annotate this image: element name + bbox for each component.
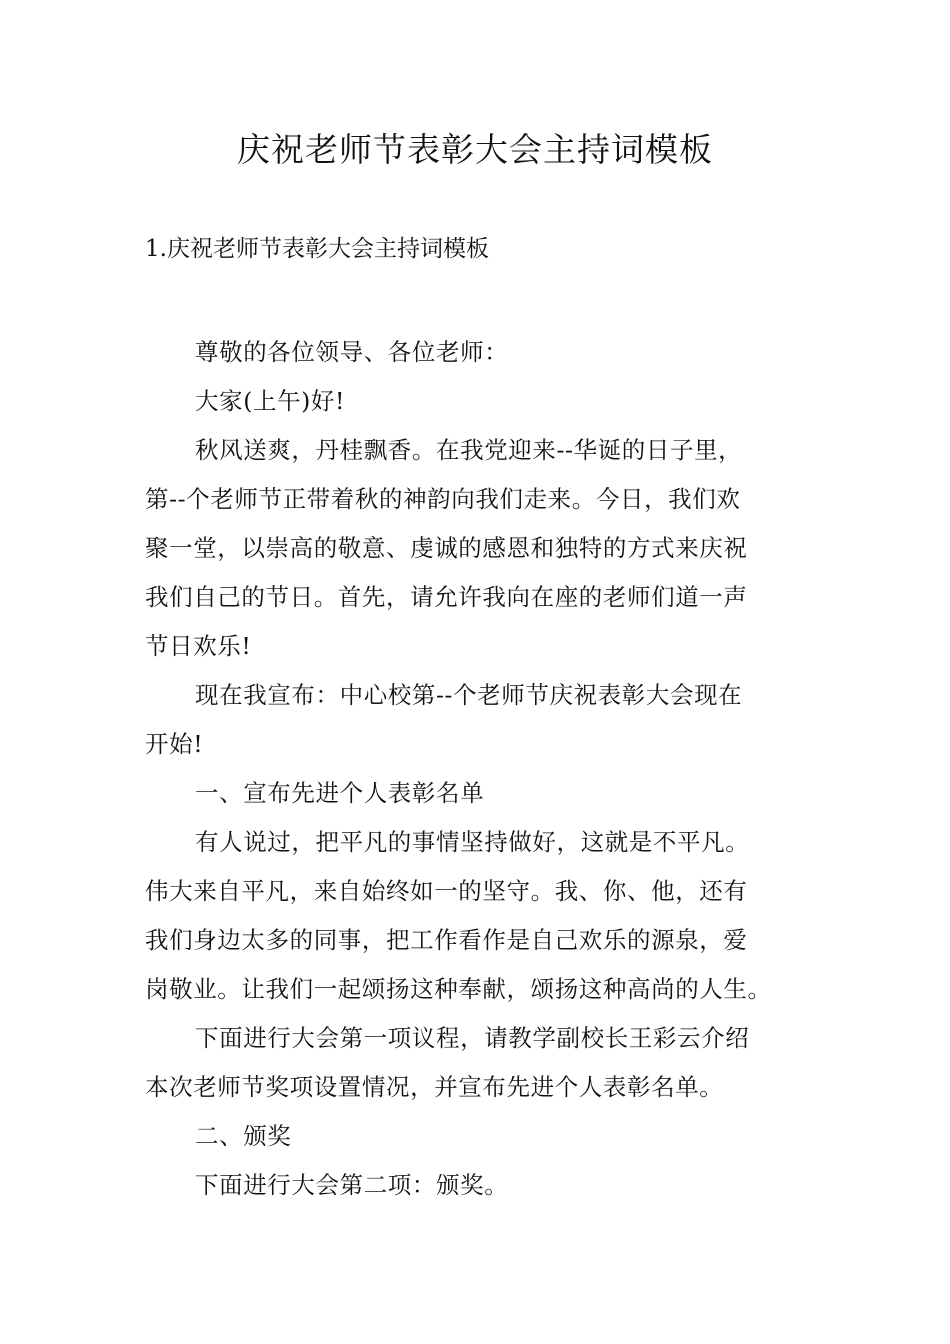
text-line: 二、颁奖	[195, 1122, 292, 1150]
agenda-item-1-heading	[145, 769, 807, 818]
paragraph-agenda-2	[145, 1161, 807, 1210]
agenda-item-2-heading	[145, 1112, 807, 1161]
text-line: 节日欢乐!	[145, 632, 252, 660]
text-line: 本次老师节奖项设置情况，并宣布先进个人表彰名单。	[145, 1073, 724, 1101]
text-line: 岗敬业。让我们一起颂扬这种奉献，颂扬这种高尚的人生。	[145, 975, 772, 1003]
paragraph-announcement	[145, 671, 807, 769]
section-heading: 1.庆祝老师节表彰大会主持词模板	[145, 236, 489, 262]
text-line: 我们身边太多的同事，把工作看作是自己欢乐的源泉，爱	[145, 926, 748, 954]
text-line: 第--个老师节正带着秋的神韵向我们走来。今日，我们欢	[145, 485, 741, 513]
text-line: 开始!	[145, 730, 204, 758]
paragraph-salutation	[145, 328, 807, 377]
paragraph-opening	[145, 426, 807, 671]
document-body	[145, 328, 807, 1210]
text-line: 下面进行大会第一项议程，请教学副校长王彩云介绍	[195, 1024, 750, 1052]
paragraph-dedication	[145, 818, 807, 1014]
text-line: 秋风送爽，丹桂飘香。在我党迎来--华诞的日子里，	[195, 436, 743, 464]
text-line: 我们自己的节日。首先，请允许我向在座的老师们道一声	[145, 583, 748, 611]
text-line: 聚一堂，以崇高的敬意、虔诚的感恩和独特的方式来庆祝	[145, 534, 748, 562]
text-line: 大家(上午)好!	[195, 387, 346, 415]
text-line: 一、宣布先进个人表彰名单	[195, 779, 485, 807]
document-title: 庆祝老师节表彰大会主持词模板	[237, 130, 713, 169]
paragraph-greeting	[145, 377, 807, 426]
text-line: 有人说过，把平凡的事情坚持做好，这就是不平凡。	[195, 828, 750, 856]
text-line: 现在我宣布：中心校第--个老师节庆祝表彰大会现在	[195, 681, 743, 709]
text-line: 尊敬的各位领导、各位老师：	[195, 338, 509, 366]
text-line: 伟大来自平凡，来自始终如一的坚守。我、你、他，还有	[145, 877, 748, 905]
paragraph-agenda-1	[145, 1014, 807, 1112]
text-line: 下面进行大会第二项：颁奖。	[195, 1171, 509, 1199]
